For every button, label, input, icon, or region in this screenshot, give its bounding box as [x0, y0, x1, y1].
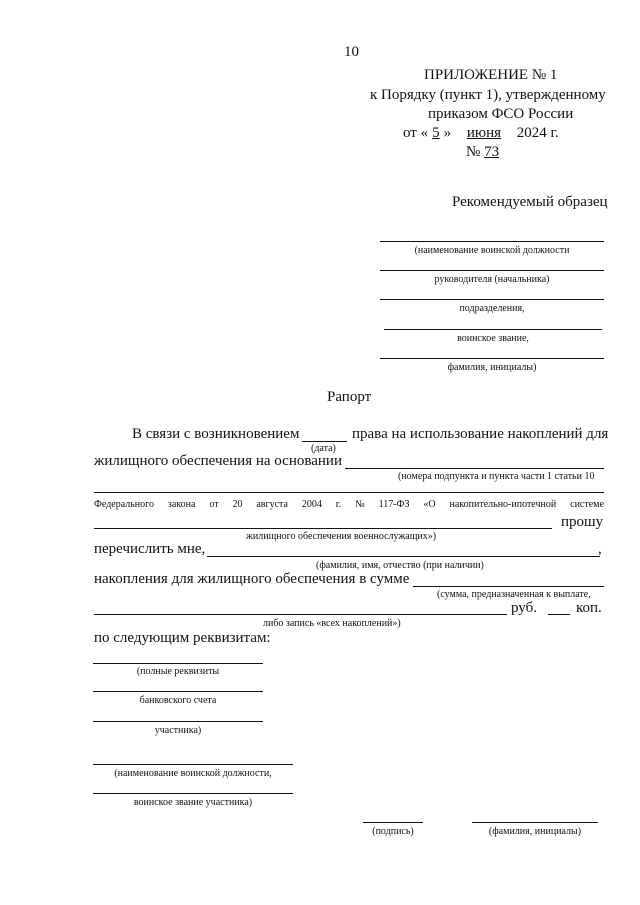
addressee-caption-3: подразделения,	[459, 303, 525, 314]
requisites-line-2	[93, 691, 263, 692]
fio-blank-line	[207, 556, 600, 557]
law-word: закона	[167, 499, 196, 510]
position-caption-1: (наименование воинской должности,	[114, 768, 272, 779]
law-word: г.	[335, 499, 342, 510]
name-caption: (фамилия, инициалы)	[488, 826, 582, 837]
caption-date: (дата)	[311, 443, 336, 454]
caption-clause: (номера подпункта и пункта части 1 статьи 10	[398, 471, 595, 482]
addressee-caption-4: воинское звание,	[457, 333, 529, 344]
appendix-title: ПРИЛОЖЕНИЕ № 1	[424, 67, 558, 83]
body-line1-start: В связи с возникновением	[132, 426, 300, 442]
addressee-line-5	[380, 358, 604, 359]
law-line	[94, 499, 604, 510]
body-line1-end: права на использование накоплений для	[352, 426, 609, 442]
position-line-1	[93, 764, 293, 765]
requisites-caption-2: банковского счета	[139, 695, 217, 706]
appendix-date-line	[403, 124, 559, 143]
addressee-line-4	[384, 329, 602, 330]
page-number: 10	[344, 44, 359, 60]
appendix-number-line	[466, 143, 509, 162]
caption-all-savings: либо запись «всех накоплений»)	[263, 618, 401, 629]
law-word: №	[355, 499, 365, 510]
addressee-caption-2: руководителя (начальника)	[434, 274, 550, 285]
signature-caption: (подпись)	[372, 826, 414, 837]
prosh-word: прошу	[561, 514, 604, 530]
addressee-caption-5: фамилия, инициалы)	[447, 362, 537, 373]
position-caption-2: воинское звание участника)	[133, 797, 253, 808]
requisites-line-1	[93, 663, 263, 664]
appendix-order-line: к Порядку (пункт 1), утвержденному	[370, 87, 606, 103]
signature-line	[363, 822, 423, 823]
document-title: Рапорт	[327, 389, 372, 405]
transfer-label: перечислить мне,	[94, 541, 206, 557]
kop-blank-line	[548, 614, 570, 615]
addressee-line-3	[380, 299, 604, 300]
caption-amount: (сумма, предназначенная к выплате,	[437, 589, 591, 600]
number-prefix: №	[466, 144, 481, 160]
caption-law-end: жилищного обеспечения военнослужащих»)	[246, 531, 437, 542]
addressee-line-1	[380, 241, 604, 242]
date-prefix: от «	[403, 125, 429, 141]
sample-label: Рекомендуемый образец	[452, 194, 608, 210]
date-year: 2024 г.	[516, 125, 559, 141]
amount-blank-line	[413, 586, 604, 587]
requisites-line-3	[93, 721, 263, 722]
requisites-caption-1: (полные реквизиты	[136, 666, 220, 677]
law-word: Федерального	[94, 499, 155, 510]
transfer-comma: ,	[598, 541, 602, 557]
date-mid: »	[443, 125, 452, 141]
name-line	[472, 822, 598, 823]
number-value: 73	[484, 144, 500, 160]
law-word: «О	[423, 499, 436, 510]
kop-label: коп.	[576, 600, 602, 616]
rub-label: руб.	[511, 600, 537, 616]
addressee-caption-1: (наименование воинской должности	[414, 245, 570, 256]
law-word: 117-ФЗ	[378, 499, 410, 510]
law-word: 2004	[301, 499, 322, 510]
law-word: системе	[570, 499, 604, 510]
date-day: 5	[432, 125, 440, 141]
law-word: от	[209, 499, 219, 510]
addressee-line-2	[380, 270, 604, 271]
amount-label: накопления для жилищного обеспечения в сумме	[94, 571, 410, 587]
requisites-caption-3: участника)	[154, 725, 202, 736]
law-blank-line	[94, 528, 552, 529]
clause-blank-line-2	[94, 492, 604, 493]
position-line-2	[93, 793, 293, 794]
details-label: по следующим реквизитам:	[94, 630, 271, 646]
amount-blank-line-2	[94, 614, 507, 615]
date-blank-line	[302, 441, 347, 442]
law-word: накопительно-ипотечной	[449, 499, 557, 510]
body-line2: жилищного обеспечения на основании	[94, 453, 342, 469]
law-word: 20	[232, 499, 243, 510]
date-month: июня	[466, 125, 502, 141]
law-word: августа	[256, 499, 288, 510]
appendix-decree-line: приказом ФСО России	[428, 106, 574, 122]
clause-blank-line	[345, 468, 604, 469]
caption-fio: (фамилия, имя, отчество (при наличии)	[316, 560, 484, 571]
